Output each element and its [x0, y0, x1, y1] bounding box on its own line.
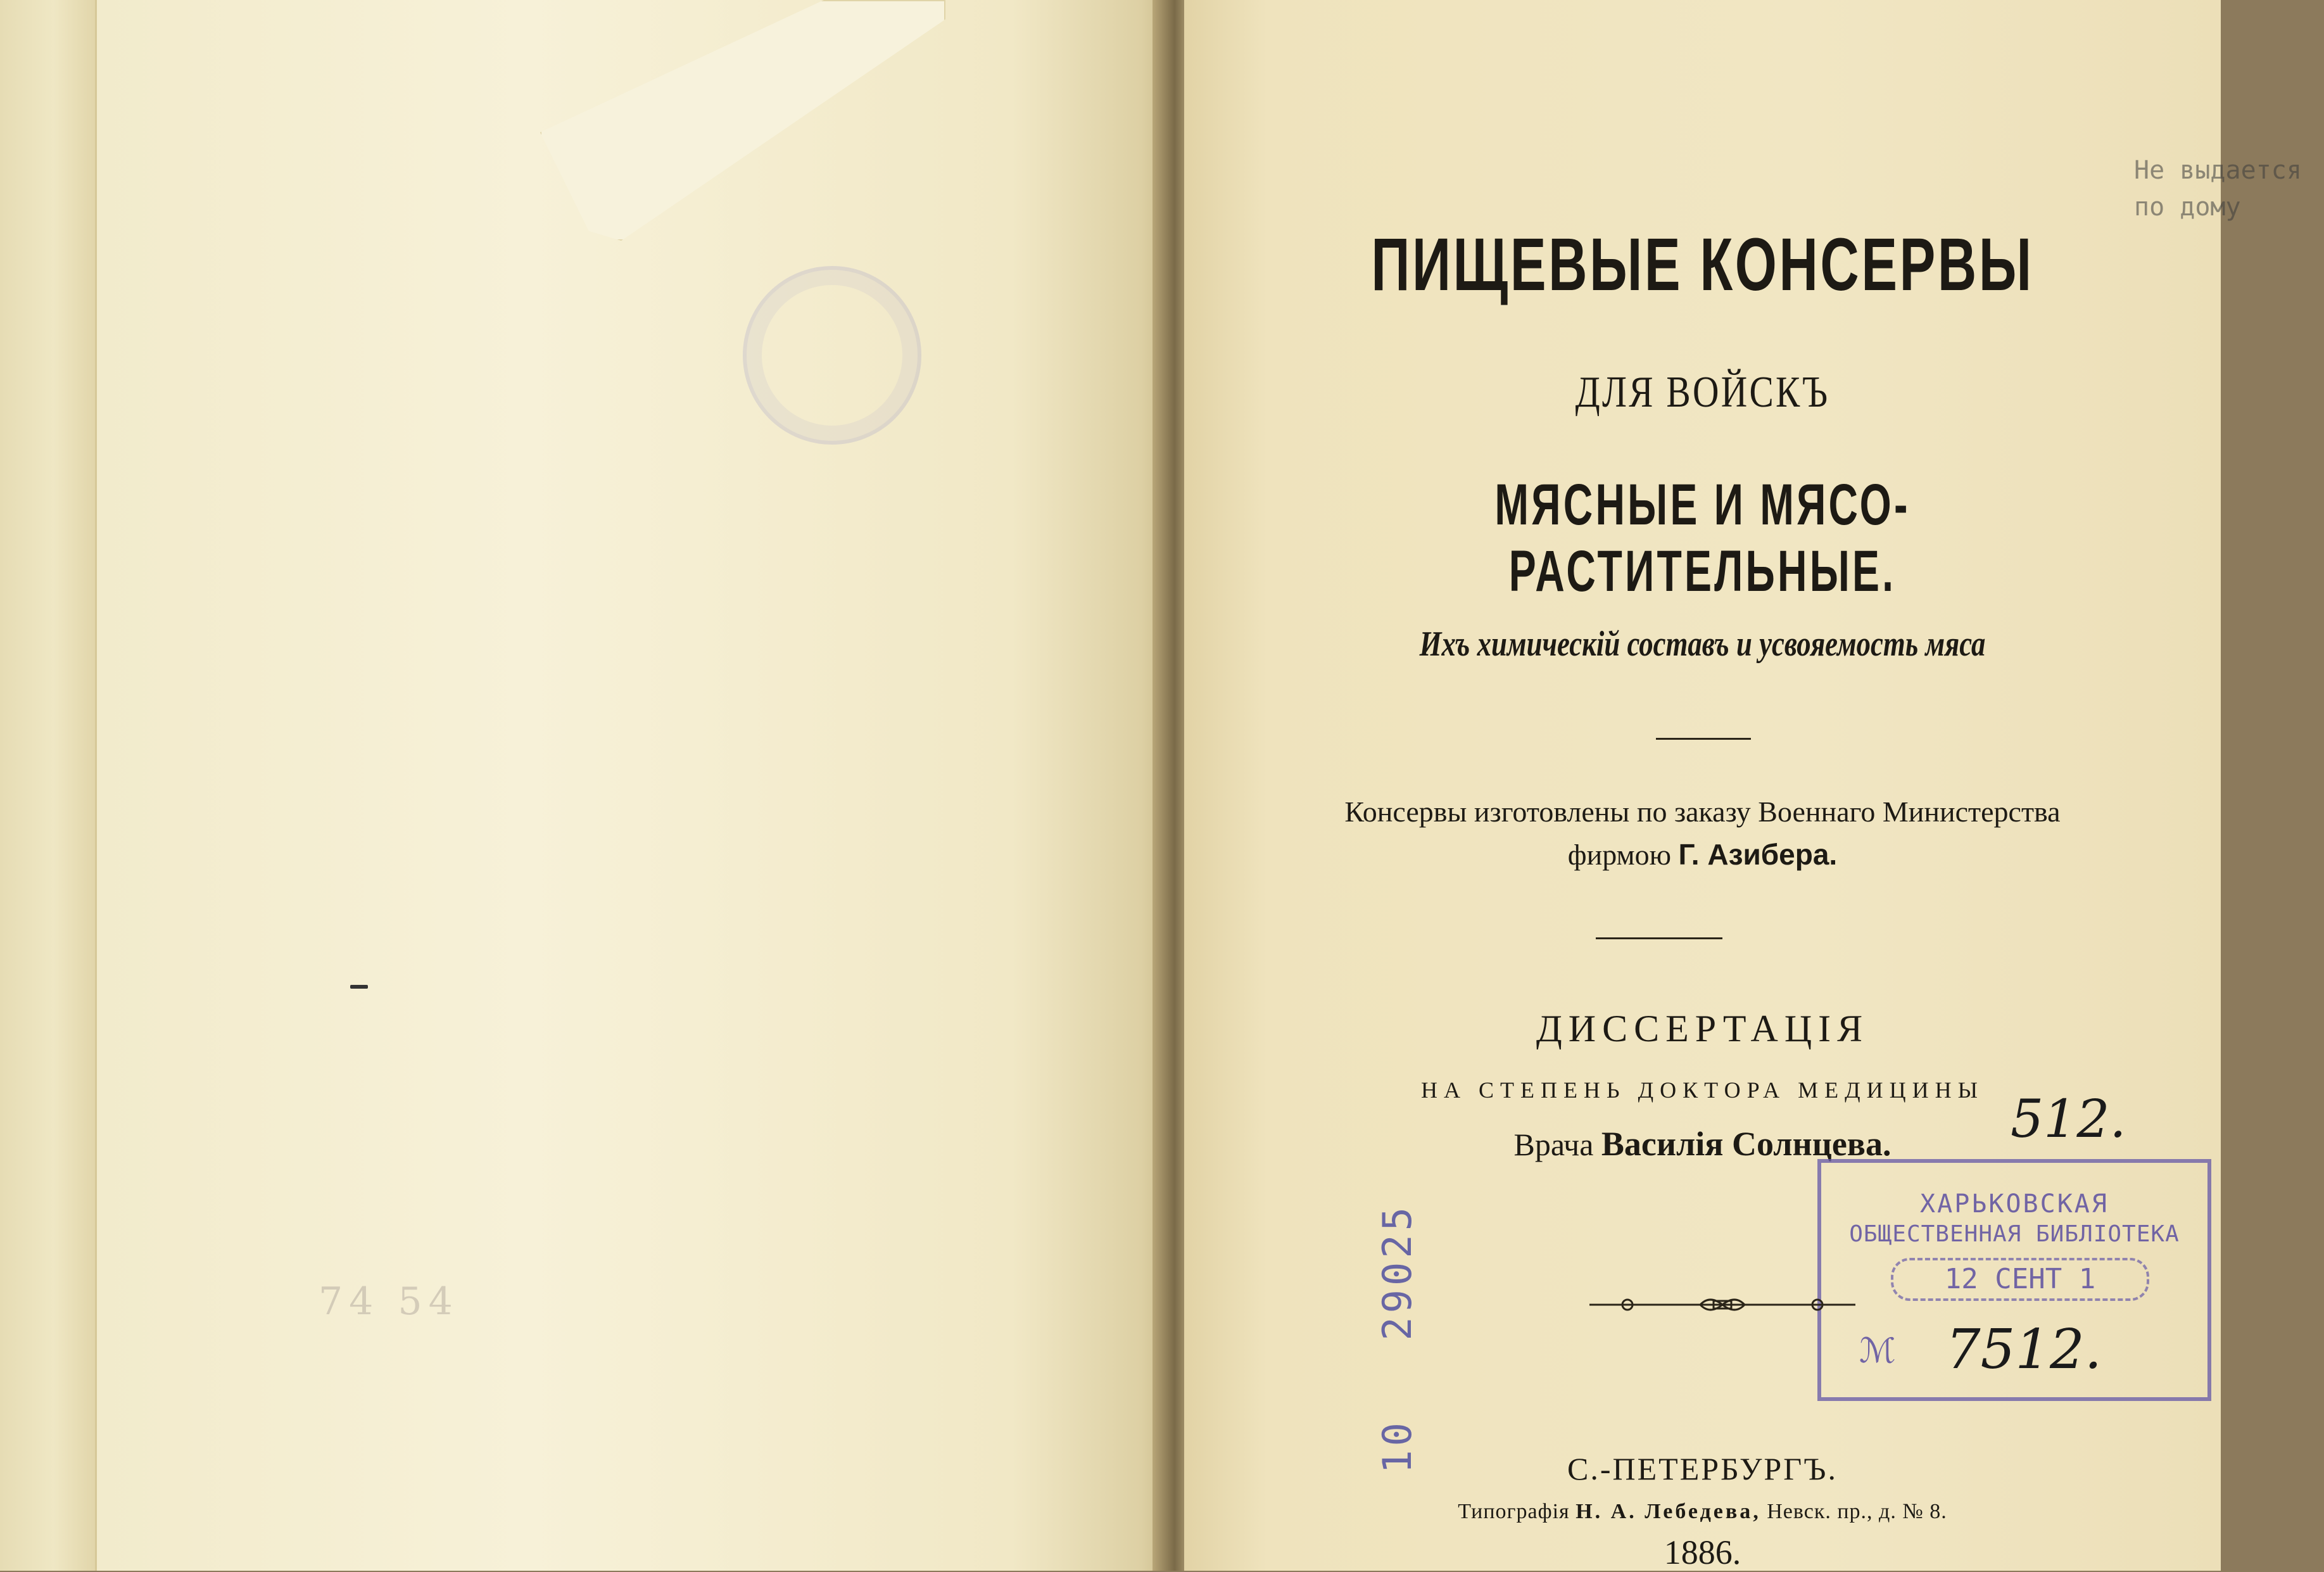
title-page — [1184, 0, 2302, 1571]
show-through-text — [1279, 671, 2153, 699]
inventory-number — [1374, 1203, 1420, 1341]
dissertation-heading: ДИССЕРТАЦІЯ — [1536, 1008, 1869, 1049]
library-stamp — [1817, 1159, 2211, 1401]
printer-address: Невск. пр., д. № 8. — [1767, 1500, 1947, 1523]
commission-prefix: фирмою — [1567, 839, 1671, 871]
commission-firm: Г. Азибера. — [1678, 838, 1838, 871]
subtitle-kinds: МЯСНЫЕ И МЯСО-РАСТИТЕЛЬНЫЕ. — [1494, 472, 1910, 604]
torn-paper-flap — [540, 0, 945, 241]
printer-line — [1184, 1500, 2221, 1524]
library-stamp-number-prefix: ℳ — [1859, 1331, 1896, 1371]
degree-line: НА СТЕПЕНЬ ДОКТОРА МЕДИЦИНЫ — [1420, 1077, 1985, 1103]
top-stamp — [2134, 152, 2324, 225]
top-stamp-line1: Не выдается — [2134, 156, 2302, 185]
printer-name: Н. А. Лебедева, — [1576, 1500, 1761, 1523]
inventory-number-value: 29025 — [1374, 1203, 1420, 1341]
author-name: Василія Солнцева. — [1601, 1125, 1891, 1163]
divider-rule — [1656, 738, 1751, 740]
library-stamp-date: 12 СЕНТ 1 — [1891, 1258, 2149, 1301]
ornament-divider — [1589, 1292, 1855, 1317]
inventory-prefix: 10 — [1374, 1419, 1420, 1474]
author-prefix: Врача — [1513, 1127, 1594, 1162]
book-title: ПИЩЕВЫЕ КОНСЕРВЫ — [1371, 223, 2034, 307]
library-stamp-line2: ОБЩЕСТВЕННАЯ БИБЛІОТЕКА — [1849, 1221, 2180, 1247]
back-cover-edge — [0, 0, 110, 1571]
commission-line-1: Консервы изготовлены по заказу Военнаго Министерства — [1344, 796, 2061, 828]
top-stamp-line2: по дому — [2134, 193, 2241, 222]
city: С.-ПЕТЕРБУРГЪ. — [1567, 1451, 1838, 1486]
commission-line-2 — [1184, 837, 2221, 872]
subtitle-troops: ДЛЯ ВОЙСКЪ — [1575, 368, 1830, 417]
left-blank-page — [95, 0, 1173, 1571]
library-stamp-number: 7512. — [1945, 1318, 2102, 1381]
pencil-mark — [350, 985, 368, 989]
divider-rule — [1596, 937, 1722, 939]
printer-prefix: Типографія — [1458, 1500, 1570, 1523]
subtitle-composition: Ихъ химическій составъ и усвояемость мяса — [1419, 624, 1986, 664]
handwritten-number: 512. — [2011, 1089, 2126, 1150]
faint-shelf-number: 74 54 — [319, 1279, 459, 1324]
publication-year: 1886. — [1664, 1533, 1741, 1571]
library-stamp-line1: ХАРЬКОВСКАЯ — [1920, 1189, 2109, 1219]
faint-round-stamp — [743, 266, 921, 445]
